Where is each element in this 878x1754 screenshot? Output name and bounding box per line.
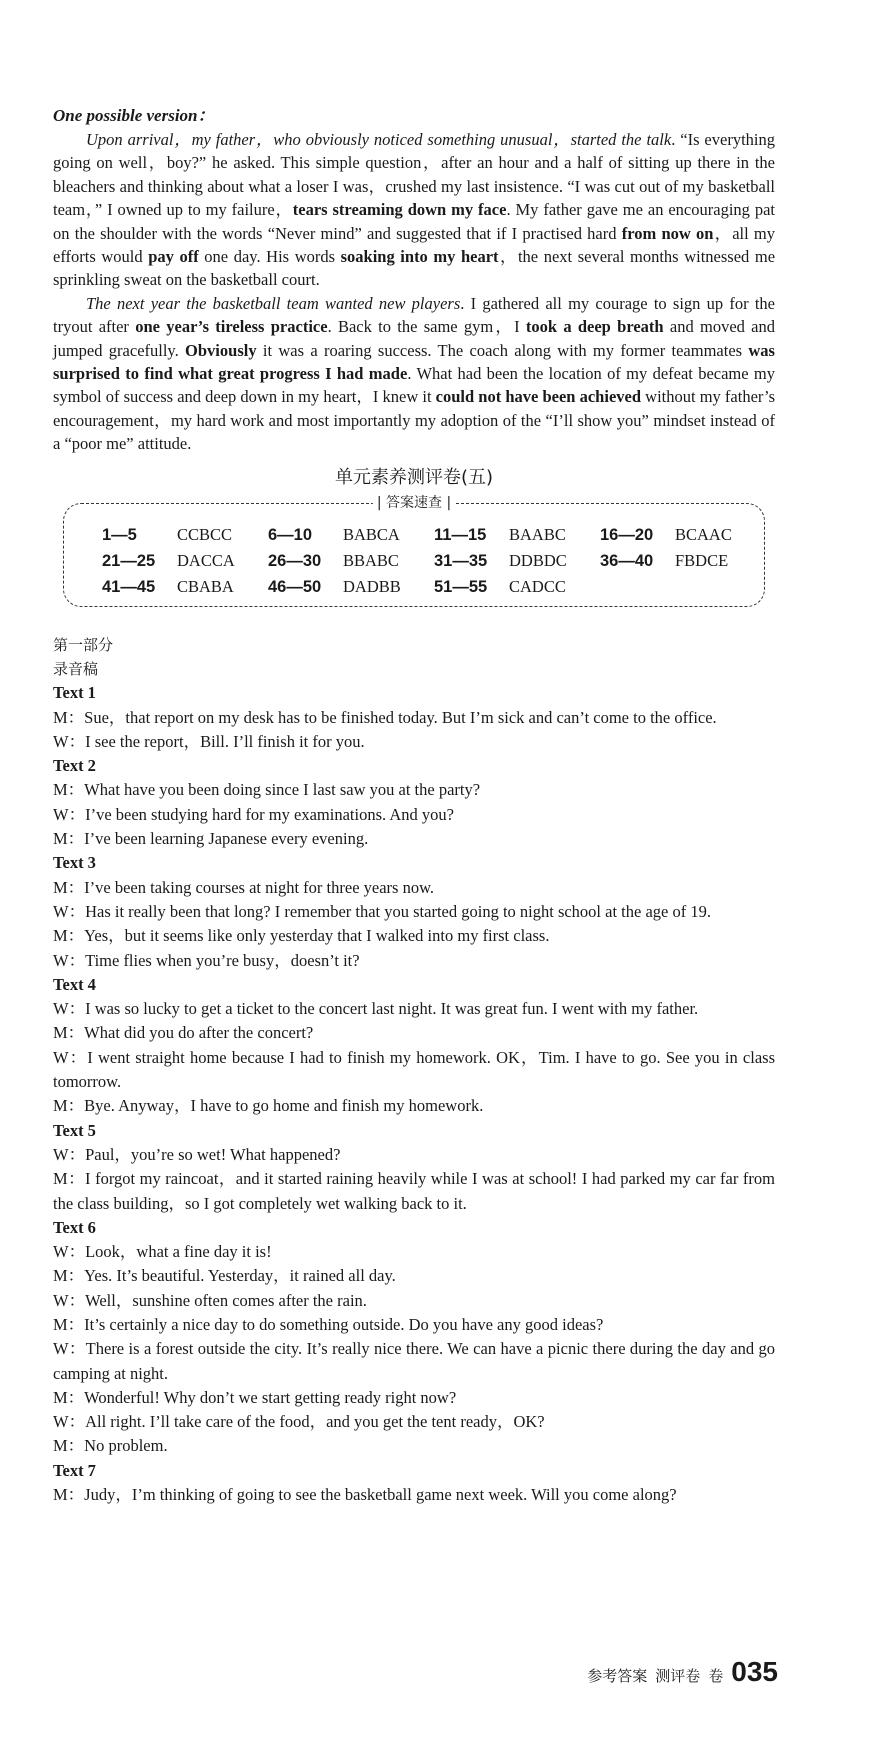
dialogue-line: W：All right. I’ll take care of the food，and you get the tent ready，OK? [53, 1412, 545, 1432]
script-heading: 录音稿 [53, 659, 99, 678]
answer-range: 41—45 [102, 577, 156, 596]
essay-text-run: . Back to the same gym，I [327, 317, 526, 337]
transcript [53, 681, 775, 1507]
essay-text-run: one year’s tireless practice [135, 317, 328, 337]
answer-letters: BBABC [343, 550, 399, 570]
essay-text-run: tears streaming down my face [292, 200, 507, 220]
essay-text-run: without my father’s encouragement，my hard work and most importantly my adoption of the “I’ll show you” mindset instead of a “poor me” attitude. [53, 387, 776, 454]
answer-range: 11—15 [434, 525, 487, 544]
answer-key-label: | 答案速查 | [373, 493, 455, 513]
answer-letters: DADBB [343, 576, 401, 596]
dialogue-line: M：No problem. [53, 1436, 168, 1456]
answer-letters: BCAAC [675, 524, 732, 544]
page-content [53, 104, 775, 1507]
dialogue-line: M：What did you do after the concert? [53, 1023, 314, 1043]
answer-letters: BAABC [509, 524, 566, 544]
essay-text-run: . What had been the location of my defeat became my symbol of success and deep down in my heart，I knew it [53, 364, 775, 407]
page-number: 035 [731, 1656, 778, 1687]
dialogue-line: M：What have you been doing since I last saw you at the party? [53, 780, 481, 800]
dialogue-line: M：Yes. It’s beautiful. Yesterday，it rained all day. [53, 1266, 396, 1286]
text-heading: Text 3 [53, 853, 96, 873]
essay-text-run: it was a roaring success. The coach along with my former teammates [256, 340, 749, 360]
answer-range: 1—5 [102, 525, 137, 544]
dialogue-line: M：Wonderful! Why don’t we start getting ready right now? [53, 1387, 457, 1407]
footer-label-answers: 参考答案 [587, 1667, 648, 1685]
text-heading: Text 7 [53, 1460, 96, 1480]
answer-letters: FBDCE [675, 550, 729, 570]
answer-letters: DDBDC [509, 550, 567, 570]
answer-letters: DACCA [177, 550, 235, 570]
answer-cell [434, 523, 600, 547]
dialogue-line: W：There is a forest outside the city. It’s really nice there. We can have a picnic there during the day and go camping at night. [53, 1339, 775, 1383]
answer-range: 26—30 [268, 551, 322, 570]
answer-cell [434, 549, 600, 573]
dialogue-line: W：I went straight home because I had to finish my homework. OK，Tim. I have to go. See you in class tomorrow. [53, 1047, 775, 1092]
dialogue-line: M：I forgot my raincoat，and it started raining heavily while I was at school! I had parked my car far from the class building，so I got completely wet walking back to it. [53, 1169, 775, 1213]
essay-text-run: could not have been achieved [435, 387, 642, 407]
dialogue-line: W：I see the report，Bill. I’ll finish it for you. [53, 731, 365, 751]
dialogue-line: M：Sue，that report on my desk has to be finished today. But I’m sick and can’t come to the office. [53, 707, 717, 727]
essay-text-run: from now on [621, 223, 714, 243]
essay-heading: One possible version： [53, 106, 215, 125]
dialogue-line: M：Judy，I’m thinking of going to see the basketball game next week. Will you come along? [53, 1485, 677, 1505]
dialogue-line: M：It’s certainly a nice day to do something outside. Do you have any good ideas? [53, 1315, 604, 1334]
transcript-section [53, 633, 775, 1508]
dialogue-line: W：Has it really been that long? I remember that you started going to night school at the age of 19. [53, 901, 711, 921]
answer-grid [102, 523, 766, 599]
essay-text-run: soaking into my heart [340, 247, 499, 267]
answer-range: 51—55 [434, 577, 488, 596]
essay-text-run: pay off [148, 247, 199, 267]
answer-cell [434, 575, 600, 599]
essay-text-run: The next year the basketball team wanted new players [86, 293, 461, 313]
dialogue-line: W：Paul，you’re so wet! What happened? [53, 1144, 341, 1164]
dialogue-line: W：Well，sunshine often comes after the rain. [53, 1290, 367, 1310]
text-heading: Text 2 [53, 756, 96, 776]
essay-text-run: was surprised to find what great progress I had made [53, 340, 775, 384]
footer-label-volume: 卷 [708, 1667, 724, 1685]
answer-cell [268, 549, 434, 573]
essay-text-run: and moved and jumped gracefully. [53, 317, 776, 360]
essay-paragraph-1 [53, 128, 775, 292]
answer-letters: BABCA [343, 524, 400, 544]
essay-text-run: one day. His words [198, 247, 341, 267]
answer-cell [600, 549, 766, 573]
text-heading: Text 5 [53, 1120, 96, 1140]
essay-paragraph-2 [53, 292, 775, 456]
answer-key-box [63, 494, 765, 607]
essay-text-run: took a deep breath [525, 317, 664, 337]
answer-letters: CADCC [509, 576, 566, 596]
essay-text-run: . I gathered all my courage to sign up for the tryout after [53, 293, 775, 337]
answer-range: 31—35 [434, 551, 488, 570]
answer-cell [102, 523, 268, 547]
essay-text-run: Obviously [185, 340, 257, 360]
dialogue-line: W：Look，what a fine day it is! [53, 1242, 272, 1262]
answer-range: 46—50 [268, 577, 322, 596]
answer-range: 16—20 [600, 525, 654, 544]
essay-text-run: ，the next several months witnessed me sprinkling sweat on the basketball court. [53, 247, 776, 290]
dialogue-line: M：Yes，but it seems like only yesterday that I walked into my first class. [53, 926, 550, 946]
answer-cell [102, 549, 268, 573]
answer-cell [268, 523, 434, 547]
answer-letters: CBABA [177, 576, 234, 596]
answer-cell [600, 523, 766, 547]
answer-cell [268, 575, 434, 599]
essay-text-run: ，all my efforts would [53, 223, 776, 267]
text-heading: Text 6 [53, 1217, 96, 1237]
footer-label-tests: 测评卷 [655, 1667, 701, 1685]
dialogue-line: M：I’ve been taking courses at night for three years now. [53, 877, 435, 897]
text-heading: Text 4 [53, 974, 96, 994]
answer-cell [102, 575, 268, 599]
text-heading: Text 1 [53, 683, 96, 703]
answer-range: 36—40 [600, 551, 654, 570]
answer-range: 21—25 [102, 551, 156, 570]
essay-text-run: Upon arrival，my father，who obviously noticed something unusual，started the talk [86, 130, 672, 149]
dialogue-line: M：Bye. Anyway，I have to go home and finish my homework. [53, 1096, 484, 1116]
dialogue-line: M：I’ve been learning Japanese every evening. [53, 829, 369, 849]
dialogue-line: W：Time flies when you’re busy，doesn’t it? [53, 950, 360, 970]
page-footer [587, 1656, 778, 1688]
part-heading: 第一部分 [53, 635, 114, 654]
essay-text-run: . “Is everything going on well，boy?” he asked. This simple question，after an hour and a half of sitting up there in the bleachers and thinking about what a loser I was，crushed my last insistence. “I was cut out of my basketball team，” I owned up to my failure， [53, 130, 775, 220]
dialogue-line: W：I was so lucky to get a ticket to the concert last night. It was great fun. I went with my father. [53, 999, 699, 1019]
dialogue-line: W：I’ve been studying hard for my examinations. And you? [53, 804, 454, 824]
unit-title: 单元素养测评卷(五) [334, 466, 494, 488]
essay-text-run: . My father gave me an encouraging pat on the shoulder with the words “Never mind” and suggested that if I practised hard [53, 200, 775, 243]
answer-range: 6—10 [268, 525, 313, 544]
answer-letters: CCBCC [177, 524, 233, 544]
